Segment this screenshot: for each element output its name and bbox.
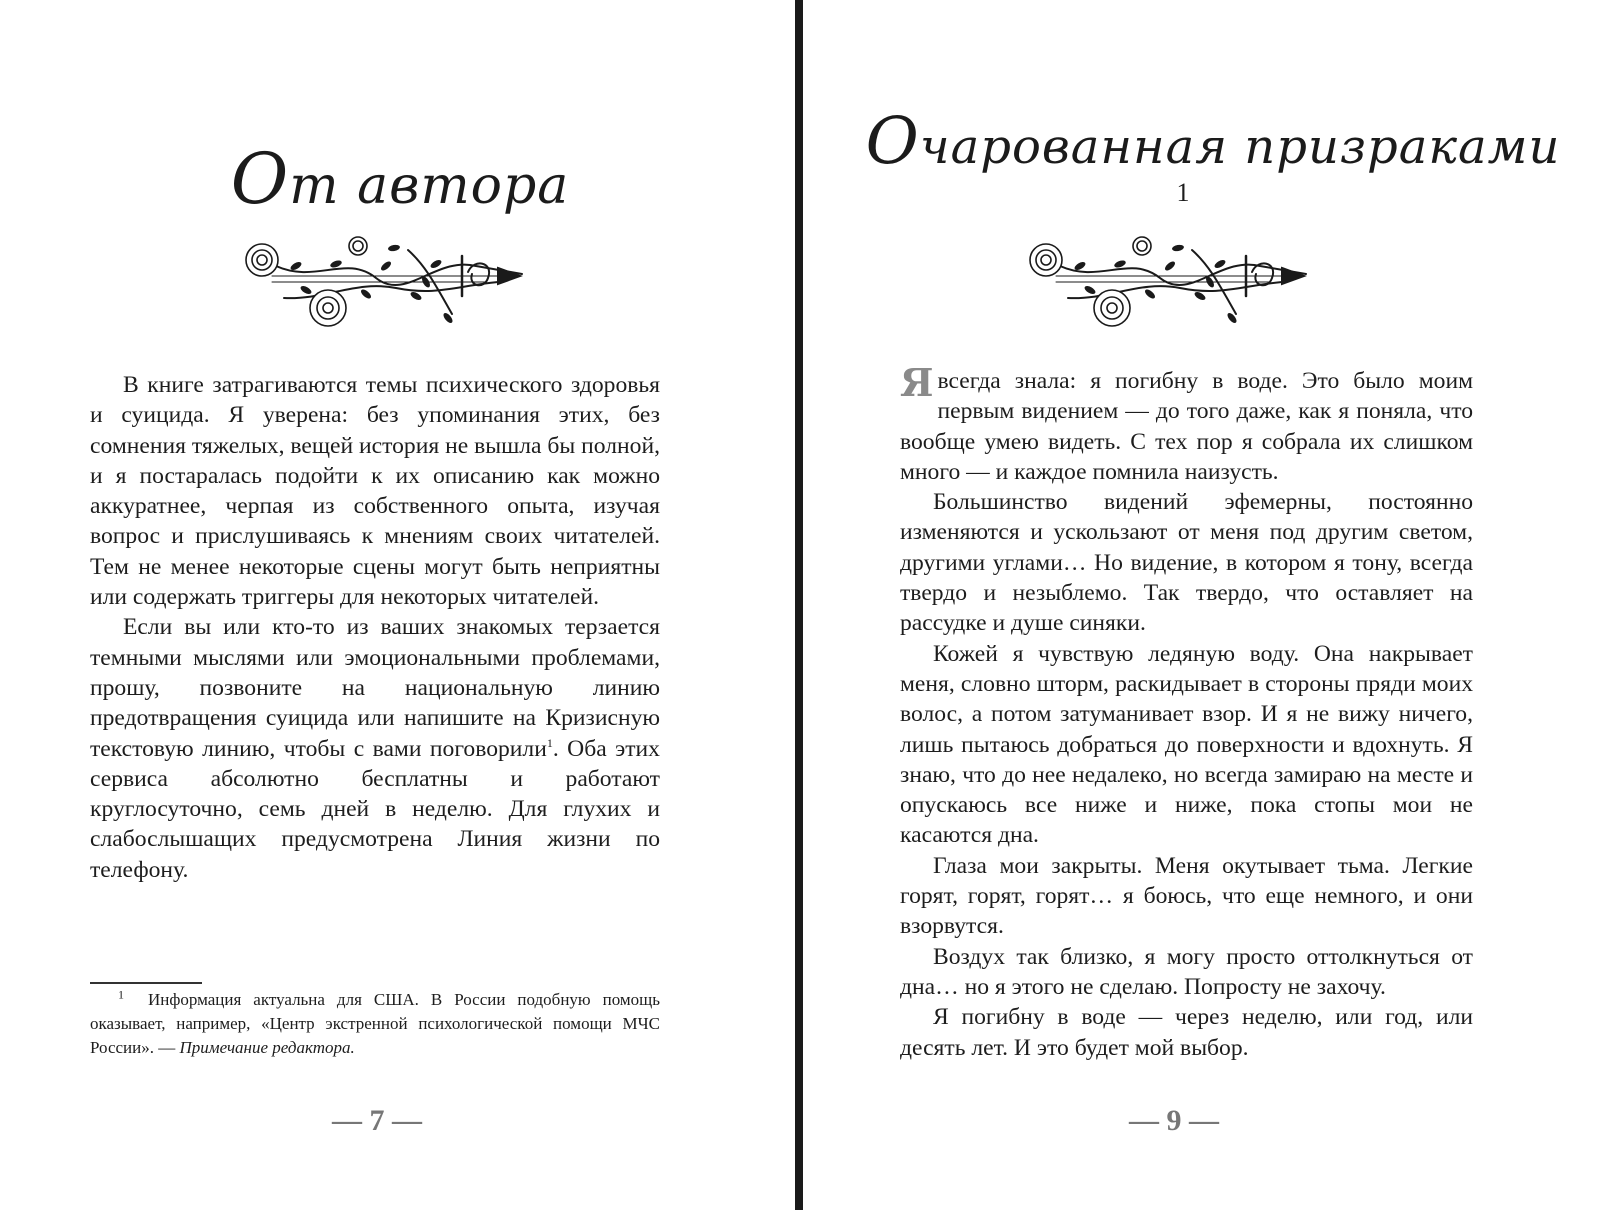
first-paragraph <box>900 360 1473 487</box>
page-title <box>150 138 650 220</box>
author-note-text <box>90 370 660 885</box>
footnote-reference[interactable]: 1 <box>546 735 553 750</box>
paragraph: Воздух так близко, я могу просто оттолкнуться от дна… но я этого не сделаю. Попросту не захочу. <box>900 943 1473 1000</box>
chapter-text <box>900 360 1473 1063</box>
title-initial: О <box>230 138 290 220</box>
footnote <box>90 988 660 1060</box>
footnote-text: Информация актуальна для США. В России подобную помощь оказывает, например, «Центр экстренной психологической помощи МЧС России». — <box>90 990 660 1057</box>
paragraph: В книге затрагиваются темы психического здоровья и суицида. Я уверена: без упоминания этих, без сомнения тяжелых, вещей история не вышла бы полной, и я постаралась подойти к их описанию как можно аккуратнее, черпая из собственного опыта, изучая вопрос и прислушиваясь к мнениям своих читателей. Тем не менее некоторые сцены могут быть неприятны или содержать триггеры для некоторых читателей. <box>90 372 660 611</box>
title-text: т автора <box>289 156 570 216</box>
paragraph: Глаза мои закрыты. Меня окутывает тьма. Легкие горят, горят, горят… я боюсь, что еще немного, и они взорвутся. <box>900 852 1473 940</box>
left-page <box>0 0 795 1210</box>
footnote-divider <box>90 982 202 984</box>
paragraph-text: . Оба этих сервиса абсолютно бесплатны и работают круглосуточно, семь дней в неделю. Для глухих и слабослышащих предусмотрена Линия жизни по телефону. <box>90 735 660 883</box>
title-text: чарованная призраками <box>919 119 1561 175</box>
page-number: — 7 — <box>332 1104 422 1137</box>
paragraph: Большинство видений эфемерны, постоянно изменяются и ускользают от меня под другим светом, другими углами… Но видение, в котором я тону, всегда твердо и незыблемо. Так твердо, что оставляет на рассудке и душе синяки. <box>900 489 1473 637</box>
book-gutter <box>795 0 803 1210</box>
rose-vine-ornament-icon <box>236 236 528 340</box>
rose-vine-ornament-icon <box>1020 236 1312 340</box>
paragraph: Кожей я чувствую ледяную воду. Она накрывает меня, словно шторм, раскидывает в стороны пряди моих волос, а потом затуманивает взор. И я не вижу ничего, лишь пытаюсь добраться до поверхности и вдохнуть. Я знаю, что до нее недалеко, но всегда замираю на месте и опускаюсь все ниже и ниже, пока стопы мои не касаются дна. <box>900 640 1473 849</box>
footnote-marker: 1 <box>118 987 124 1002</box>
editor-note: Примечание редактора. <box>179 1038 355 1057</box>
title-initial: О <box>865 104 920 179</box>
paragraph: Я погибну в воде — через неделю, или год, или десять лет. И это будет мой выбор. <box>900 1004 1473 1061</box>
paragraph-text: всегда знала: я погибну в воде. Это было моим первым видением — до того даже, как я поняла, что вообще умею видеть. С тех пор я собрала их слишком много — и каждое помнила наизусть. <box>900 368 1473 485</box>
paragraph-with-footnote <box>90 612 660 885</box>
drop-cap: Я <box>900 360 934 405</box>
paragraph-text: Если вы или кто-то из ваших знакомых терзается темными мыслями или эмоциональными проблемами, прошу, позвоните на национальную линию предотвращения суицида или напишите на Кризисную текстовую линию, чтобы с вами поговорили <box>90 614 660 762</box>
chapter-title <box>863 104 1563 179</box>
right-page <box>803 0 1600 1210</box>
chapter-number: 1 <box>1176 178 1190 207</box>
page-number: — 9 — <box>1129 1104 1219 1137</box>
